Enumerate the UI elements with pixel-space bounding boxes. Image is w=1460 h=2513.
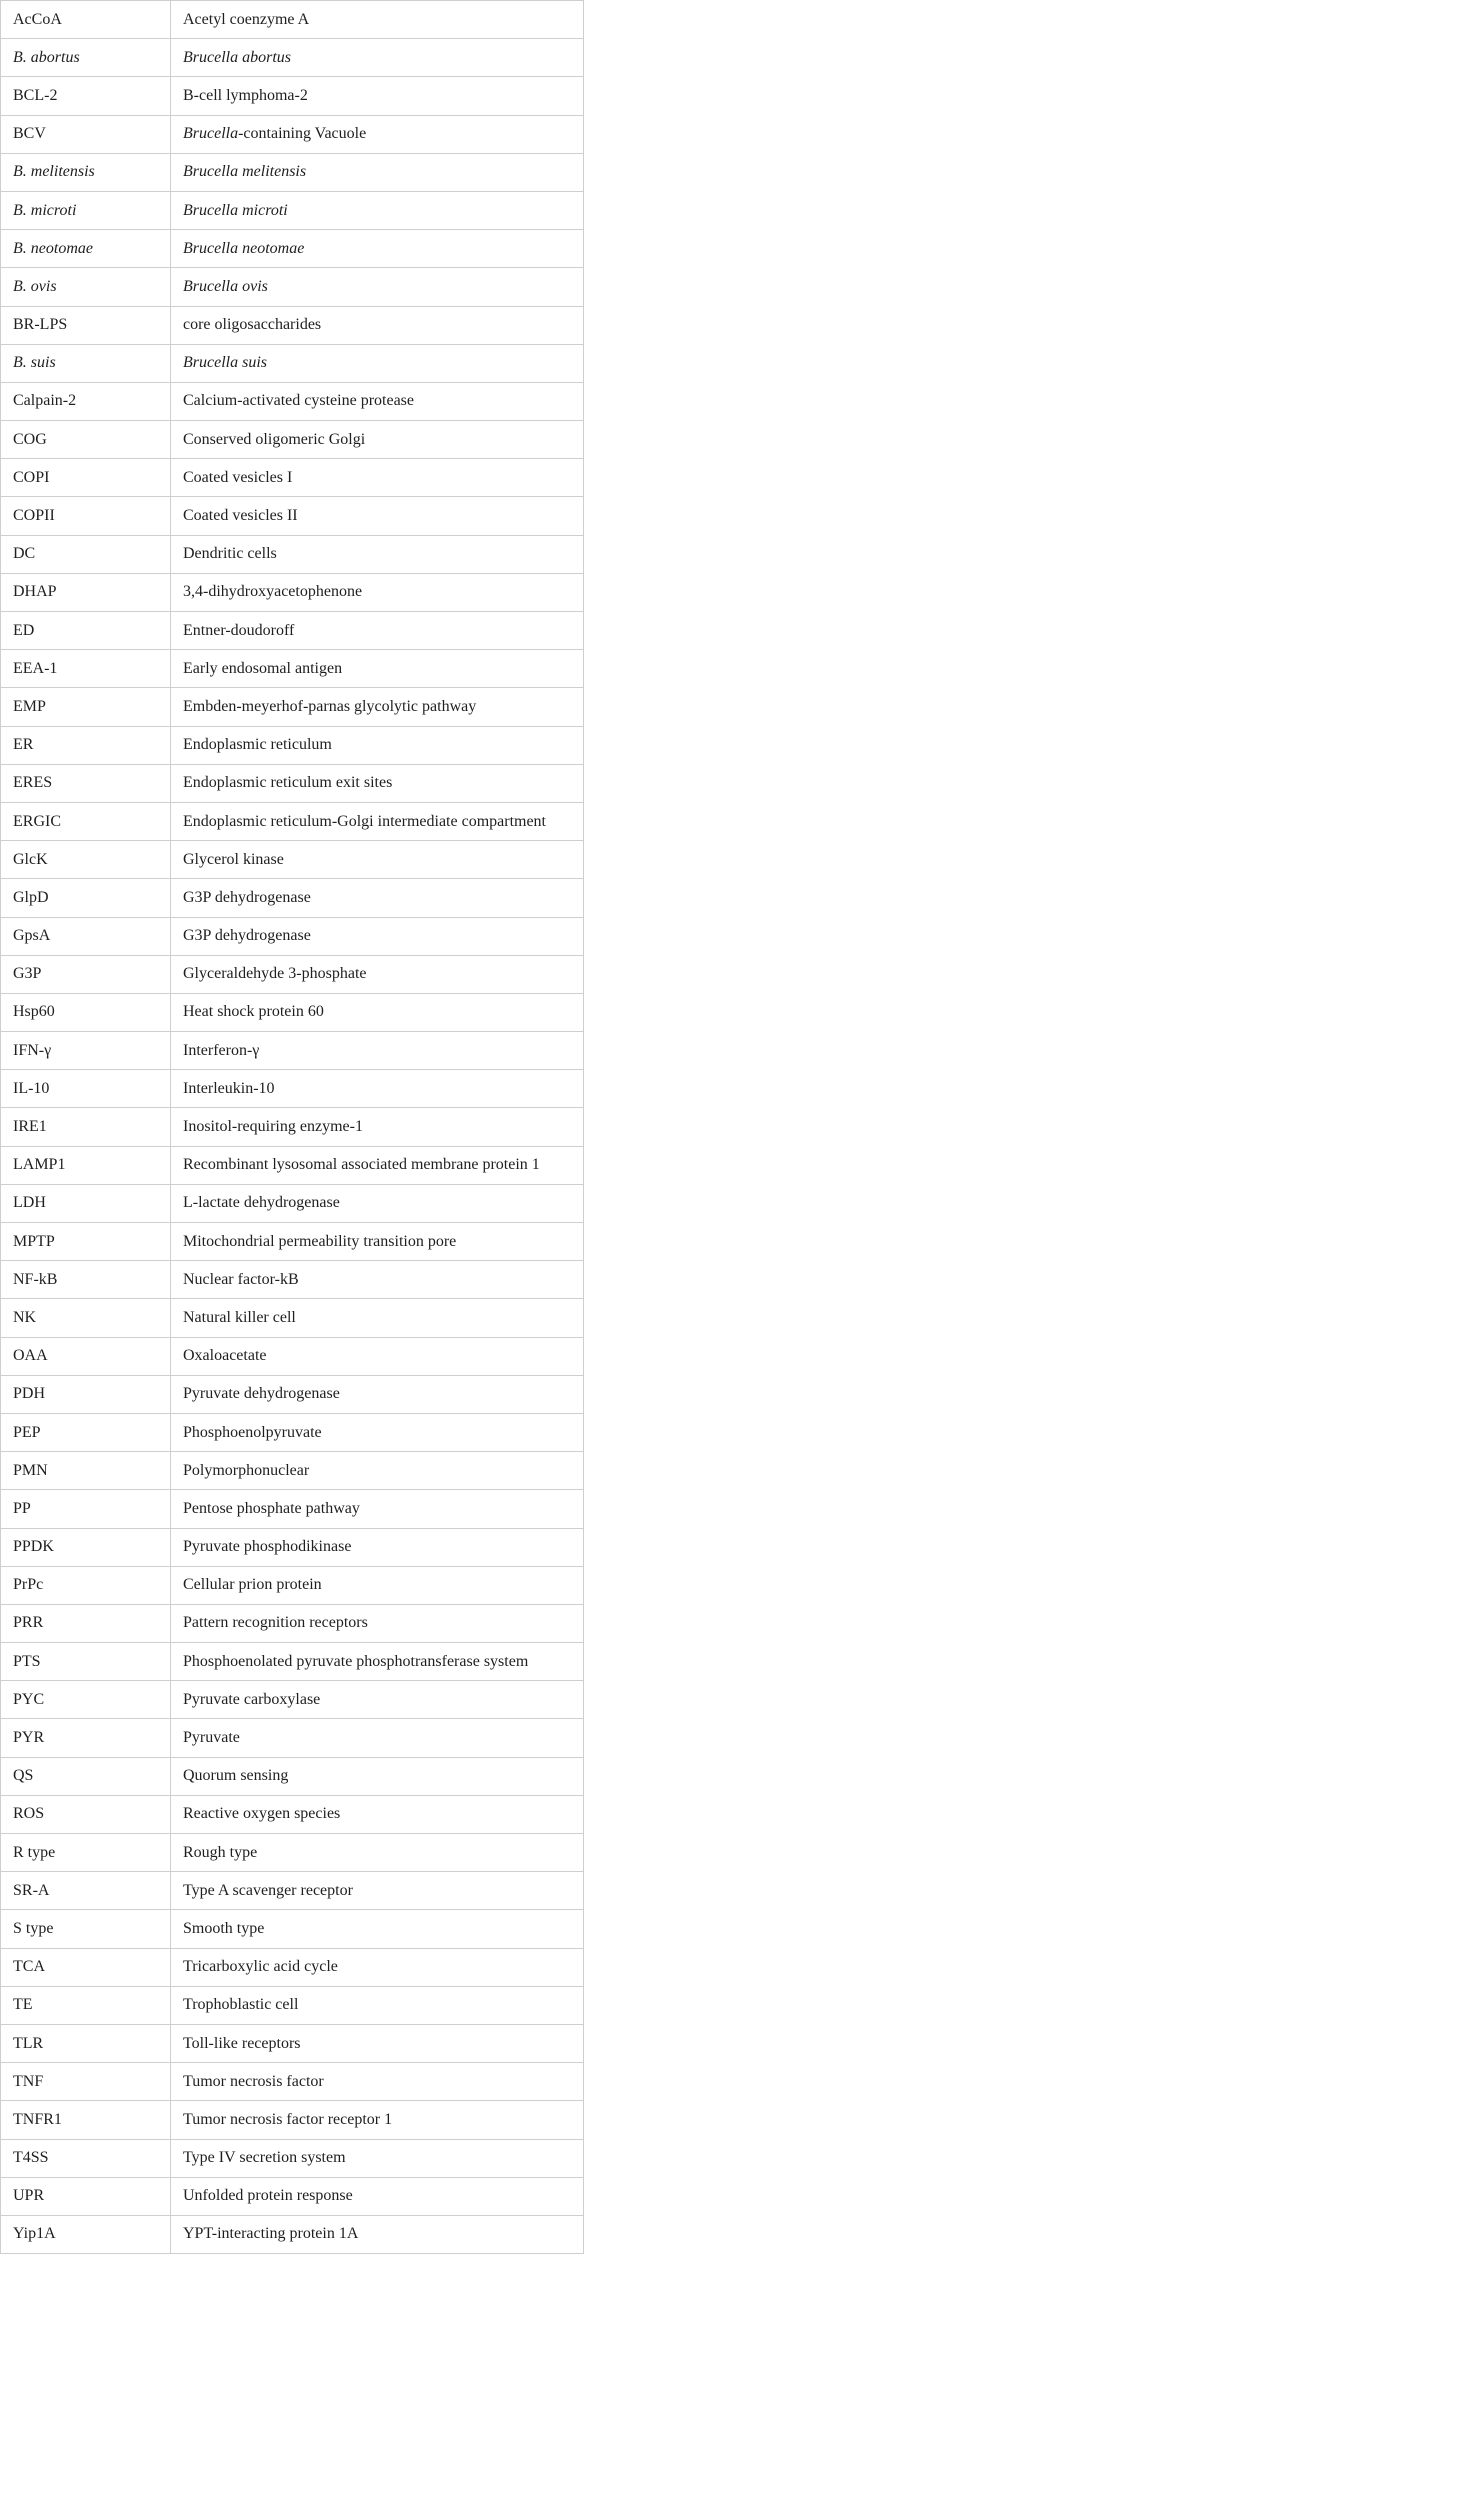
table-row — [1, 1757, 584, 1795]
abbreviation-cell: BCV — [1, 115, 171, 153]
abbreviation-cell: PTS — [1, 1643, 171, 1681]
table-row — [1, 77, 584, 115]
abbreviation-cell: TNF — [1, 2063, 171, 2101]
abbreviation-cell: TCA — [1, 1948, 171, 1986]
table-row — [1, 1070, 584, 1108]
definition-cell: Phosphoenolpyruvate — [171, 1413, 584, 1451]
table-row — [1, 421, 584, 459]
definition-cell: Phosphoenolated pyruvate phosphotransferase system — [171, 1643, 584, 1681]
table-row — [1, 1452, 584, 1490]
table-row — [1, 2101, 584, 2139]
definition-cell: Pyruvate carboxylase — [171, 1681, 584, 1719]
table-row — [1, 1, 584, 39]
abbreviation-cell: ERGIC — [1, 802, 171, 840]
definition-cell: Pyruvate phosphodikinase — [171, 1528, 584, 1566]
definition-cell: Cellular prion protein — [171, 1566, 584, 1604]
abbreviation-cell: TLR — [1, 2024, 171, 2062]
definition-cell: YPT-interacting protein 1A — [171, 2215, 584, 2253]
table-row — [1, 1032, 584, 1070]
definition-cell: Pyruvate dehydrogenase — [171, 1375, 584, 1413]
definition-cell: G3P dehydrogenase — [171, 879, 584, 917]
table-row — [1, 39, 584, 77]
definition-cell: Brucella suis — [171, 344, 584, 382]
abbreviation-cell: COPII — [1, 497, 171, 535]
abbreviation-cell: GlcK — [1, 841, 171, 879]
definition-cell: Polymorphonuclear — [171, 1452, 584, 1490]
table-row — [1, 1375, 584, 1413]
definition-cell: G3P dehydrogenase — [171, 917, 584, 955]
definition-cell: Rough type — [171, 1834, 584, 1872]
table-row — [1, 1261, 584, 1299]
definition-cell: Pattern recognition receptors — [171, 1604, 584, 1642]
table-row — [1, 2024, 584, 2062]
table-row — [1, 268, 584, 306]
definition-cell: Toll-like receptors — [171, 2024, 584, 2062]
definition-cell: Dendritic cells — [171, 535, 584, 573]
table-row — [1, 612, 584, 650]
definition-cell: Quorum sensing — [171, 1757, 584, 1795]
definition-cell: Nuclear factor-kB — [171, 1261, 584, 1299]
definition-cell: Acetyl coenzyme A — [171, 1, 584, 39]
definition-cell: Pyruvate — [171, 1719, 584, 1757]
definition-cell: Reactive oxygen species — [171, 1795, 584, 1833]
table-row — [1, 764, 584, 802]
abbreviation-cell: TE — [1, 1986, 171, 2024]
abbreviation-cell: AcCoA — [1, 1, 171, 39]
table-row — [1, 1719, 584, 1757]
abbreviation-cell: GpsA — [1, 917, 171, 955]
table-row — [1, 841, 584, 879]
abbreviation-cell: NF-kB — [1, 1261, 171, 1299]
table-row — [1, 2063, 584, 2101]
table-row — [1, 917, 584, 955]
definition-cell: Recombinant lysosomal associated membrane protein 1 — [171, 1146, 584, 1184]
table-row — [1, 1986, 584, 2024]
abbreviation-cell: R type — [1, 1834, 171, 1872]
table-row — [1, 955, 584, 993]
definition-cell: Early endosomal antigen — [171, 650, 584, 688]
abbreviation-cell: G3P — [1, 955, 171, 993]
table-row — [1, 1528, 584, 1566]
definition-cell: Brucella melitensis — [171, 153, 584, 191]
definition-cell: Inositol-requiring enzyme-1 — [171, 1108, 584, 1146]
table-row — [1, 191, 584, 229]
definition-cell: Endoplasmic reticulum — [171, 726, 584, 764]
abbreviation-cell: Hsp60 — [1, 993, 171, 1031]
abbreviation-cell: PMN — [1, 1452, 171, 1490]
definition-cell: Mitochondrial permeability transition pore — [171, 1223, 584, 1261]
abbreviation-cell: OAA — [1, 1337, 171, 1375]
table-row — [1, 1834, 584, 1872]
table-row — [1, 1681, 584, 1719]
definition-cell: B-cell lymphoma-2 — [171, 77, 584, 115]
abbreviation-cell: ED — [1, 612, 171, 650]
definition-cell: Oxaloacetate — [171, 1337, 584, 1375]
definition-cell: L-lactate dehydrogenase — [171, 1184, 584, 1222]
table-row — [1, 1299, 584, 1337]
definition-cell: Glyceraldehyde 3-phosphate — [171, 955, 584, 993]
table-row — [1, 1604, 584, 1642]
table-row — [1, 1948, 584, 1986]
abbreviation-cell: ER — [1, 726, 171, 764]
abbreviation-cell: BR-LPS — [1, 306, 171, 344]
table-row — [1, 1108, 584, 1146]
definition-cell: Conserved oligomeric Golgi — [171, 421, 584, 459]
abbreviation-cell: ROS — [1, 1795, 171, 1833]
definition-cell: Brucella-containing Vacuole — [171, 115, 584, 153]
definition-cell: Heat shock protein 60 — [171, 993, 584, 1031]
definition-cell: Type A scavenger receptor — [171, 1872, 584, 1910]
definition-cell: Brucella neotomae — [171, 230, 584, 268]
abbreviation-cell: S type — [1, 1910, 171, 1948]
abbreviation-cell: PYC — [1, 1681, 171, 1719]
table-row — [1, 1184, 584, 1222]
abbreviation-cell: IL-10 — [1, 1070, 171, 1108]
table-row — [1, 2177, 584, 2215]
definition-cell: Calcium-activated cysteine protease — [171, 382, 584, 420]
definition-cell: Coated vesicles II — [171, 497, 584, 535]
table-row — [1, 459, 584, 497]
table-row — [1, 1146, 584, 1184]
abbreviation-cell: UPR — [1, 2177, 171, 2215]
table-row — [1, 1490, 584, 1528]
table-row — [1, 2215, 584, 2253]
definition-cell: Endoplasmic reticulum-Golgi intermediate compartment — [171, 802, 584, 840]
abbreviation-cell: Calpain-2 — [1, 382, 171, 420]
abbreviation-cell: PrPc — [1, 1566, 171, 1604]
table-row — [1, 1910, 584, 1948]
definition-cell: Pentose phosphate pathway — [171, 1490, 584, 1528]
abbreviation-cell: TNFR1 — [1, 2101, 171, 2139]
definition-cell: Interleukin-10 — [171, 1070, 584, 1108]
table-row — [1, 535, 584, 573]
definition-cell: Endoplasmic reticulum exit sites — [171, 764, 584, 802]
definition-cell: Brucella microti — [171, 191, 584, 229]
table-row — [1, 306, 584, 344]
definition-cell: Tumor necrosis factor — [171, 2063, 584, 2101]
definition-cell: Brucella abortus — [171, 39, 584, 77]
table-row — [1, 382, 584, 420]
abbreviation-cell: EMP — [1, 688, 171, 726]
table-row — [1, 650, 584, 688]
table-row — [1, 344, 584, 382]
definition-cell: Brucella ovis — [171, 268, 584, 306]
table-row — [1, 115, 584, 153]
definition-cell: Glycerol kinase — [171, 841, 584, 879]
definition-cell: core oligosaccharides — [171, 306, 584, 344]
abbreviation-cell: Yip1A — [1, 2215, 171, 2253]
table-row — [1, 688, 584, 726]
definition-cell: Tumor necrosis factor receptor 1 — [171, 2101, 584, 2139]
abbreviation-cell: COG — [1, 421, 171, 459]
table-row — [1, 726, 584, 764]
abbreviation-cell: T4SS — [1, 2139, 171, 2177]
abbreviation-cell: B. abortus — [1, 39, 171, 77]
table-row — [1, 230, 584, 268]
table-row — [1, 1643, 584, 1681]
definition-cell: Coated vesicles I — [171, 459, 584, 497]
definition-cell: Interferon-γ — [171, 1032, 584, 1070]
abbreviation-cell: PDH — [1, 1375, 171, 1413]
table-row — [1, 1413, 584, 1451]
abbreviation-cell: LAMP1 — [1, 1146, 171, 1184]
abbreviation-cell: DC — [1, 535, 171, 573]
abbreviation-cell: B. suis — [1, 344, 171, 382]
table-row — [1, 802, 584, 840]
table-row — [1, 993, 584, 1031]
abbreviations-table-body — [1, 1, 584, 2254]
abbreviation-cell: EEA-1 — [1, 650, 171, 688]
table-row — [1, 879, 584, 917]
definition-cell: Type IV secretion system — [171, 2139, 584, 2177]
table-row — [1, 2139, 584, 2177]
definition-cell: Entner-doudoroff — [171, 612, 584, 650]
definition-cell: Tricarboxylic acid cycle — [171, 1948, 584, 1986]
table-row — [1, 1223, 584, 1261]
abbreviation-cell: GlpD — [1, 879, 171, 917]
abbreviation-cell: IRE1 — [1, 1108, 171, 1146]
abbreviation-cell: PYR — [1, 1719, 171, 1757]
abbreviation-cell: B. neotomae — [1, 230, 171, 268]
definition-cell: Natural killer cell — [171, 1299, 584, 1337]
table-row — [1, 1795, 584, 1833]
table-row — [1, 573, 584, 611]
abbreviation-cell: MPTP — [1, 1223, 171, 1261]
abbreviation-cell: COPI — [1, 459, 171, 497]
abbreviation-cell: PP — [1, 1490, 171, 1528]
abbreviation-cell: PRR — [1, 1604, 171, 1642]
abbreviation-cell: SR-A — [1, 1872, 171, 1910]
abbreviation-cell: B. microti — [1, 191, 171, 229]
abbreviation-cell: NK — [1, 1299, 171, 1337]
abbreviation-cell: ERES — [1, 764, 171, 802]
abbreviation-cell: B. melitensis — [1, 153, 171, 191]
definition-cell: Unfolded protein response — [171, 2177, 584, 2215]
abbreviation-cell: IFN-γ — [1, 1032, 171, 1070]
definition-cell: Embden-meyerhof-parnas glycolytic pathway — [171, 688, 584, 726]
abbreviation-cell: LDH — [1, 1184, 171, 1222]
definition-cell: 3,4-dihydroxyacetophenone — [171, 573, 584, 611]
abbreviation-cell: DHAP — [1, 573, 171, 611]
definition-cell: Smooth type — [171, 1910, 584, 1948]
table-row — [1, 497, 584, 535]
table-row — [1, 1337, 584, 1375]
definition-cell: Trophoblastic cell — [171, 1986, 584, 2024]
abbreviation-cell: QS — [1, 1757, 171, 1795]
table-row — [1, 1566, 584, 1604]
abbreviations-table — [0, 0, 584, 2254]
abbreviation-cell: PPDK — [1, 1528, 171, 1566]
abbreviation-cell: BCL-2 — [1, 77, 171, 115]
table-row — [1, 153, 584, 191]
abbreviation-cell: PEP — [1, 1413, 171, 1451]
abbreviation-cell: B. ovis — [1, 268, 171, 306]
table-row — [1, 1872, 584, 1910]
